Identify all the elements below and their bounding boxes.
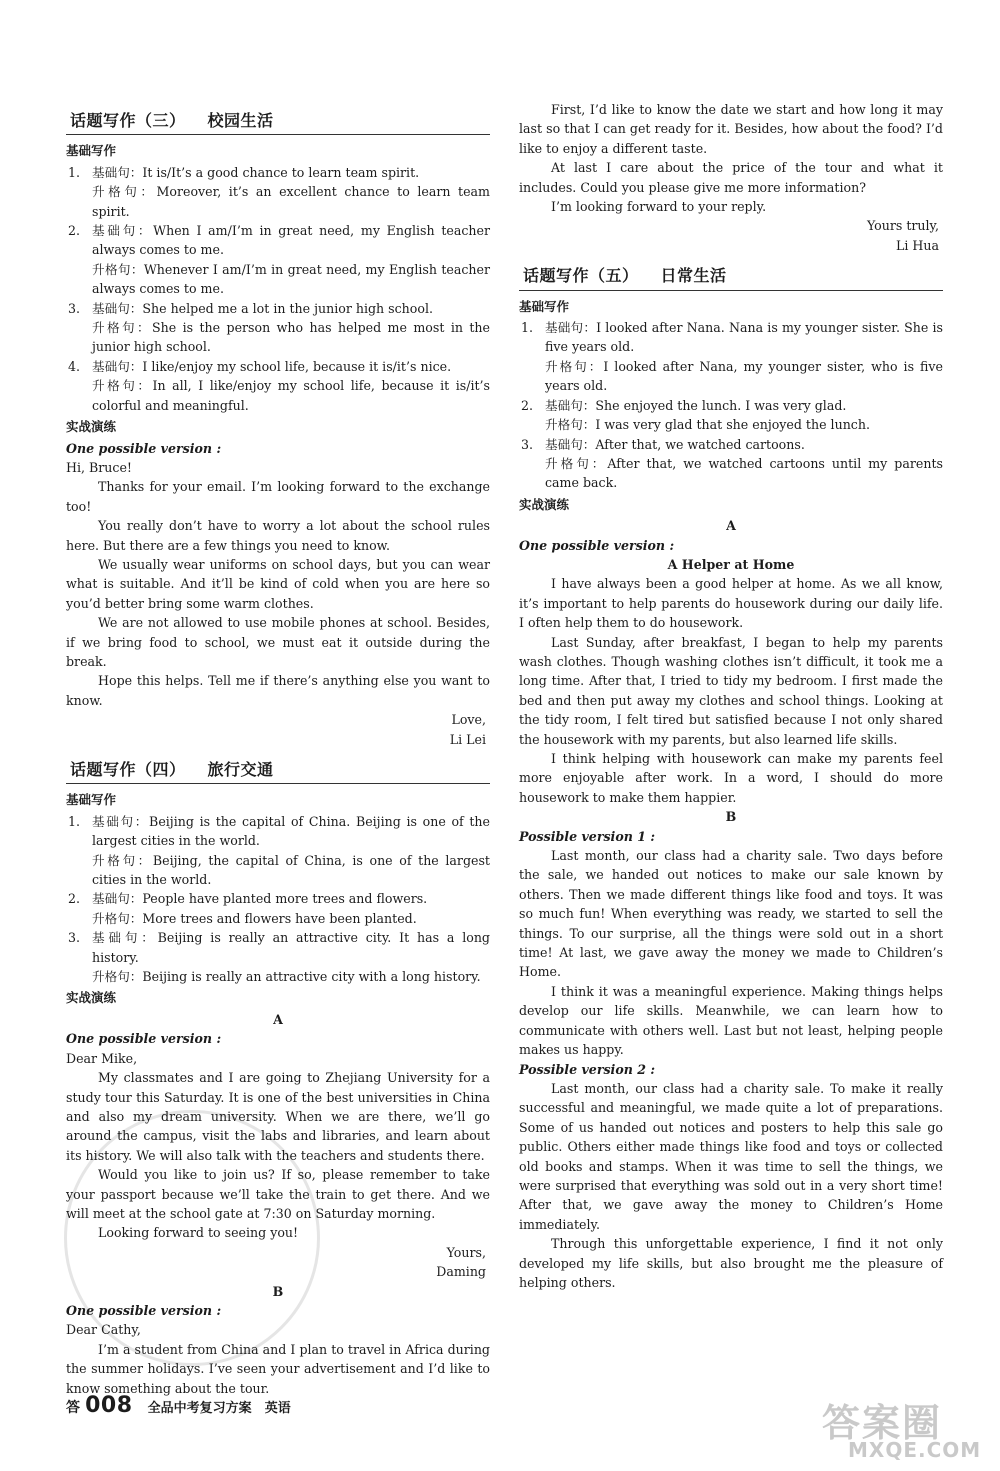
upgrade-sentence: 升格句：Beijing, the capital of China, is one of the largest cities in the world. bbox=[92, 852, 490, 888]
upgrade-sentence: 升格句：After that, we watched cartoons until my parents came back. bbox=[545, 455, 943, 491]
essay-paragraph: Through this unforgettable experience, I find it not only developed my life skills, but also brought me the pleasure of helping others. bbox=[519, 1236, 943, 1290]
topic4-heading bbox=[66, 755, 490, 784]
topic5-subject: 日常生活 bbox=[660, 266, 727, 286]
item-number: 2. bbox=[521, 397, 534, 413]
topic3-basic-label: 基础写作 bbox=[66, 143, 117, 159]
item-number: 2. bbox=[68, 223, 81, 239]
base-sentence: 基础句：When I am/I’m in great need, my English teacher always comes to me. bbox=[92, 223, 490, 258]
letter-signature: Li Lei bbox=[449, 731, 486, 747]
base-sentence: 基础句：After that, we watched cartoons. bbox=[545, 436, 805, 452]
topic3-item bbox=[66, 357, 490, 415]
essay-paragraph: Last month, our class had a charity sale. Two days before the sale, we handed out notices to make our sale known by others. Then we made different things like food and toys. It was so much fun! When everything was ready, we started to sell the things. To our surprise, all the things were sold out in a short time! At last, we gave away the money we made to Children’s Home. bbox=[519, 848, 943, 980]
letter-closing: Yours truly, bbox=[866, 218, 939, 234]
footer-prefix: 答 bbox=[66, 1400, 80, 1416]
version-label: One possible version : bbox=[519, 537, 675, 553]
essay-paragraph: I have always been a good helper at home. As we all know, it’s important to help parents do housework during our daily life. I often help them to do housework. bbox=[519, 576, 943, 631]
letter-paragraph: Looking forward to seeing you! bbox=[98, 1225, 299, 1241]
letter-paragraph: You really don’t have to worry a lot about the school rules here. But there are a few things you need to know. bbox=[66, 518, 490, 553]
letter-paragraph: At last I care about the price of the tour and what it includes. Could you please give me more information? bbox=[519, 160, 943, 195]
item-number: 3. bbox=[68, 930, 81, 946]
item-number: 1. bbox=[521, 320, 534, 336]
letter-paragraph: We usually wear uniforms on school days, but you can wear what is suitable. And it’ll be kind of cold when you are here so you’d better bring some warm clothes. bbox=[66, 556, 490, 611]
letter-paragraph: I’m looking forward to your reply. bbox=[551, 199, 767, 215]
upgrade-sentence: 升格句：I was very glad that she enjoyed the lunch. bbox=[545, 417, 870, 433]
topic3-item bbox=[66, 221, 490, 299]
letter-signature: Daming bbox=[436, 1264, 486, 1280]
topic4-basic-label: 基础写作 bbox=[66, 792, 117, 808]
essay-paragraph: I think helping with housework can make my parents feel more enjoyable after work. In a word, I should do more housework to make them happier. bbox=[519, 751, 943, 805]
version-label: Possible version 1 : bbox=[519, 828, 656, 844]
topic5-heading bbox=[519, 261, 943, 290]
item-number: 4. bbox=[68, 358, 81, 374]
topic5-item bbox=[519, 396, 943, 435]
letter-paragraph: Would you like to join us? If so, please remember to take your passport because we’ll take the train to get there. And we will meet at the school gate at 7:30 on Saturday morning. bbox=[66, 1167, 490, 1221]
book-title: 全品中考复习方案 bbox=[147, 1401, 252, 1416]
right-column bbox=[519, 100, 943, 1292]
version-label: One possible version : bbox=[66, 1031, 222, 1047]
upgrade-sentence: 升格句：Whenever I am/I’m in great need, my English teacher always comes to me. bbox=[92, 261, 490, 297]
upgrade-sentence: 升格句：Moreover, it’s an excellent chance to learn team spirit. bbox=[92, 184, 490, 219]
part-a-label: A bbox=[726, 518, 736, 534]
part-b-label: B bbox=[272, 1283, 284, 1299]
version-label: Possible version 2 : bbox=[519, 1061, 656, 1077]
topic3-subject: 校园生活 bbox=[207, 111, 274, 130]
watermark-logo: 答案圈 bbox=[822, 1401, 943, 1445]
base-sentence: 基础句：She helped me a lot in the junior high school. bbox=[92, 300, 433, 316]
topic5-basic-label: 基础写作 bbox=[519, 298, 570, 314]
upgrade-sentence: 升格句：In all, I like/enjoy my school life, because it is/it’s colorful and meaningful. bbox=[92, 378, 490, 413]
subject-label: 英语 bbox=[264, 1401, 291, 1416]
item-number: 1. bbox=[68, 164, 81, 180]
upgrade-sentence: 升格句：More trees and flowers have been planted. bbox=[92, 910, 417, 926]
base-sentence: 基础句：She enjoyed the lunch. I was very glad. bbox=[545, 397, 847, 413]
topic3-heading bbox=[66, 106, 490, 135]
letter-paragraph: We are not allowed to use mobile phones at school. Besides, if we bring food to school, we must eat it outside during the break. bbox=[66, 615, 490, 669]
essay-title: A Helper at Home bbox=[667, 556, 795, 572]
topic4-item bbox=[66, 928, 490, 986]
item-number: 3. bbox=[521, 436, 534, 452]
item-number: 2. bbox=[68, 891, 81, 907]
letter-closing: Love, bbox=[451, 712, 486, 728]
essay-paragraph: I think it was a meaningful experience. Making things helps develop our life skills. Meanwhile, we can learn how to communicate with others well. Last but not least, helping people makes us happy. bbox=[519, 983, 943, 1058]
topic5-practice-label: 实战演练 bbox=[519, 496, 570, 512]
base-sentence: 基础句：It is/It’s a good chance to learn team spirit. bbox=[92, 164, 420, 180]
letter-paragraph: I’m a student from China and I plan to travel in Africa during the summer holidays. I’ve seen your advertisement and I’d like to know something about the tour. bbox=[66, 1341, 490, 1396]
upgrade-sentence: 升格句：She is the person who has helped me most in the junior high school. bbox=[92, 320, 490, 355]
base-sentence: 基础句：I like/enjoy my school life, because it is/it’s nice. bbox=[92, 358, 452, 374]
essay-paragraph: Last Sunday, after breakfast, I began to help my parents wash clothes. Though washing clothes isn’t difficult, it took me a long time. After that, I tried to tidy my bedroom. I first made the bed and then put away my clothes and school things. Looking at the tidy room, I felt tired but satisfied because I not only shared the housework with my parents, but also learned life skills. bbox=[519, 634, 943, 747]
letter-paragraph: Hope this helps. Tell me if there’s anything else you want to know. bbox=[66, 673, 490, 708]
letter-greeting: Dear Mike, bbox=[66, 1050, 138, 1066]
topic5-title: 话题写作（五） bbox=[523, 266, 639, 286]
base-sentence: 基础句：I looked after Nana. Nana is my younger sister. She is five years old. bbox=[545, 320, 943, 355]
topic4-item bbox=[66, 889, 490, 928]
letter-greeting: Hi, Bruce! bbox=[66, 459, 132, 475]
base-sentence: 基础句：People have planted more trees and flowers. bbox=[92, 891, 428, 907]
part-b-label: B bbox=[725, 809, 737, 825]
topic3-item bbox=[66, 163, 490, 221]
upgrade-sentence: 升格句：Beijing is really an attractive city with a long history. bbox=[92, 969, 481, 985]
topic4-title: 话题写作（四） bbox=[70, 760, 186, 779]
topic3-item bbox=[66, 299, 490, 357]
letter-paragraph: My classmates and I are going to Zhejiang University for a study tour this Saturday. It is one of the best universities in China and also my dream university. When we are there, we’ll go around the campus, visit the labs and libraries, and learn about its history. We will also talk with the teachers and students there. bbox=[66, 1070, 490, 1163]
left-column bbox=[66, 100, 490, 1398]
page-footer bbox=[66, 1393, 291, 1418]
page-number: 008 bbox=[85, 1393, 133, 1418]
essay-paragraph: Last month, our class had a charity sale. To make it really successful and meaningful, we made quite a lot of preparations. Some of us handed out notices and posters to help this sale go public. Others either made things like food and toys or collected old books and stamps. When it was time to sell the things, we were surprised that everything was sold out in a very short time! After that, we gave away the money to Children’s Home immediately. bbox=[519, 1080, 943, 1232]
topic3-title: 话题写作（三） bbox=[70, 111, 186, 130]
part-a-label: A bbox=[273, 1011, 283, 1027]
base-sentence: 基础句：Beijing is really an attractive city. It has a long history. bbox=[92, 930, 490, 965]
upgrade-sentence: 升格句：I looked after Nana, my younger sister, who is five years old. bbox=[545, 358, 943, 394]
topic4-practice-label: 实战演练 bbox=[66, 990, 117, 1006]
item-number: 3. bbox=[68, 300, 81, 316]
letter-paragraph: First, I’d like to know the date we start and how long it may last so that I can get ready for it. Besides, how about the food? I’d like to enjoy a different taste. bbox=[519, 102, 943, 156]
watermark-url: MXQE.COM bbox=[848, 1438, 982, 1462]
letter-signature: Li Hua bbox=[896, 237, 939, 253]
version-label: One possible version : bbox=[66, 1302, 222, 1318]
topic4-subject: 旅行交通 bbox=[207, 760, 274, 779]
topic4-item bbox=[66, 812, 490, 890]
topic5-item bbox=[519, 435, 943, 493]
letter-paragraph: Thanks for your email. I’m looking forward to the exchange too! bbox=[66, 479, 490, 514]
item-number: 1. bbox=[68, 813, 81, 829]
base-sentence: 基础句：Beijing is the capital of China. Beijing is one of the largest cities in the world. bbox=[92, 813, 490, 849]
version-label: One possible version : bbox=[66, 440, 222, 456]
topic5-item bbox=[519, 318, 943, 396]
letter-greeting: Dear Cathy, bbox=[66, 1322, 141, 1338]
topic3-practice-label: 实战演练 bbox=[66, 419, 117, 435]
letter-closing: Yours, bbox=[446, 1244, 486, 1260]
